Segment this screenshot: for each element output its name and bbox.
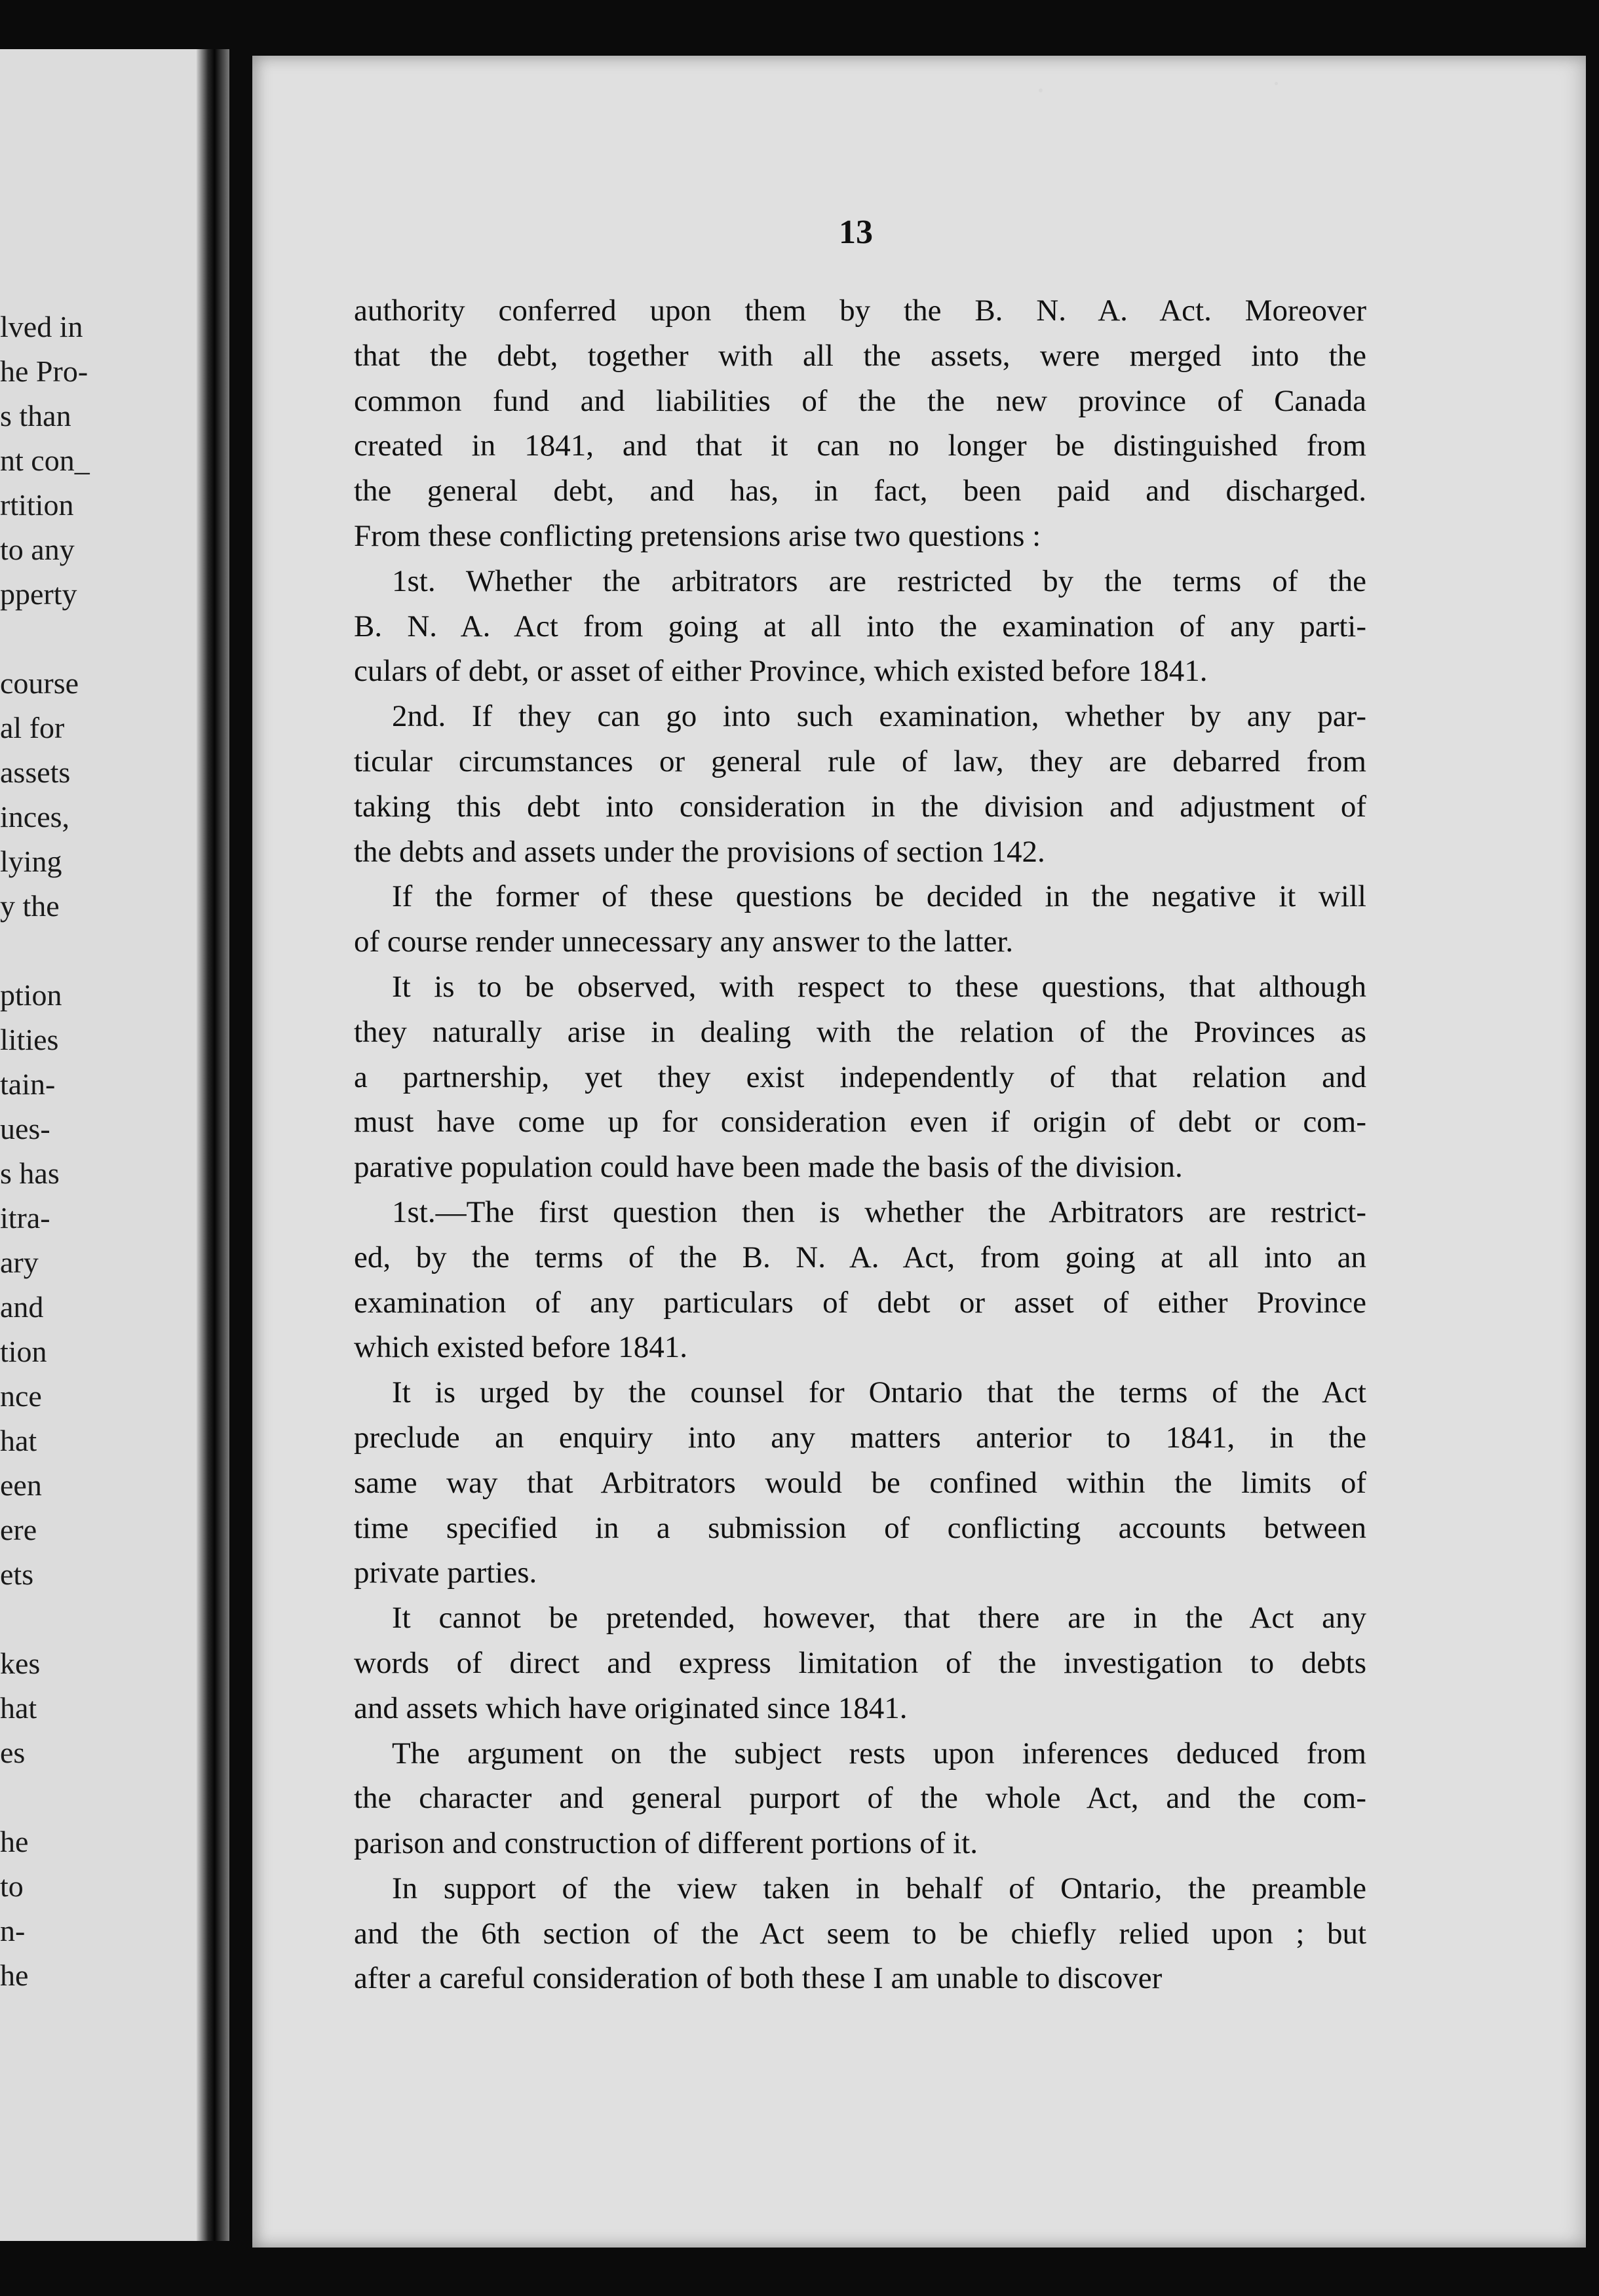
left-page-line: hat xyxy=(0,1691,37,1725)
left-page-line: and xyxy=(0,1290,44,1324)
left-page-line: he xyxy=(0,1959,29,1992)
page-body-text xyxy=(354,288,1366,2001)
paragraph xyxy=(354,874,1366,965)
page-number: 13 xyxy=(839,214,873,251)
left-page-line: al for xyxy=(0,711,65,744)
left-page-line: pperty xyxy=(0,577,77,611)
text-line: It is urged by the counsel for Ontario that the terms of the Act xyxy=(392,1375,1366,1410)
text-line: authority conferred upon them by the B. N. A. Act. Moreover xyxy=(354,294,1366,328)
text-line: the character and general purport of the whole Act, and the com- xyxy=(354,1781,1366,1816)
left-page-line: nt con_ xyxy=(0,444,90,477)
paragraph xyxy=(354,965,1366,1190)
left-page-line: ets xyxy=(0,1558,34,1591)
text-line: taking this debt into consideration in the division and adjustment of xyxy=(354,789,1366,824)
text-line: after a careful consideration of both these I am unable to discover xyxy=(354,1961,1163,1996)
left-page-line: itra- xyxy=(0,1201,50,1234)
left-page-line xyxy=(0,1597,197,1641)
left-page-line xyxy=(0,617,197,661)
left-page-line: hat xyxy=(0,1424,37,1457)
paragraph xyxy=(354,1866,1366,2001)
left-page-line: lying xyxy=(0,845,62,878)
left-page-line: kes xyxy=(0,1647,41,1680)
text-line: It is to be observed, with respect to these questions, that although xyxy=(392,969,1366,1004)
text-line: of course render unnecessary any answer to the latter. xyxy=(354,925,1014,959)
text-line: that the debt, together with all the assets, were merged into the xyxy=(354,338,1366,373)
left-page-line: lved in xyxy=(0,310,83,343)
left-page-line: een xyxy=(0,1468,42,1502)
left-page-line: rtition xyxy=(0,488,74,522)
text-line: and the 6th section of the Act seem to be chiefly relied upon ; but xyxy=(354,1916,1366,1951)
left-page-line: he xyxy=(0,1825,29,1858)
text-line: The argument on the subject rests upon inferences deduced from xyxy=(392,1736,1366,1770)
scan-speck xyxy=(1039,88,1043,92)
text-line: examination of any particulars of debt or asset of either Province xyxy=(354,1285,1366,1320)
left-page-line: ary xyxy=(0,1246,39,1279)
left-page-line: s has xyxy=(0,1157,60,1190)
text-line: If the former of these questions be decided in the negative it will xyxy=(392,879,1366,914)
paragraph xyxy=(354,559,1366,694)
text-line: preclude an enquiry into any matters anterior to 1841, in the xyxy=(354,1420,1366,1455)
book-gutter xyxy=(197,49,229,2241)
left-page-line: ues- xyxy=(0,1112,50,1145)
left-page-line: tion xyxy=(0,1335,47,1368)
left-page-text-fragments xyxy=(0,305,197,1998)
left-page-line: to any xyxy=(0,533,75,566)
text-line: which existed before 1841. xyxy=(354,1330,688,1365)
text-line: private parties. xyxy=(354,1556,537,1590)
left-page-line: nce xyxy=(0,1379,42,1413)
left-page-line xyxy=(0,928,197,973)
text-line: the general debt, and has, in fact, been paid and discharged. xyxy=(354,474,1366,508)
paragraph xyxy=(354,694,1366,874)
left-page-line: n- xyxy=(0,1914,26,1947)
left-page-line: lities xyxy=(0,1023,59,1056)
paragraph xyxy=(354,288,1366,559)
left-page-line xyxy=(0,1775,197,1820)
left-page-line: to xyxy=(0,1869,24,1903)
paragraph xyxy=(354,1731,1366,1866)
text-line: created in 1841, and that it can no longer be distinguished from xyxy=(354,429,1366,463)
text-line: From these conflicting pretensions arise two questions : xyxy=(354,518,1041,553)
paragraph xyxy=(354,1596,1366,1731)
text-line: ticular circumstances or general rule of law, they are debarred from xyxy=(354,744,1366,778)
scan-speck xyxy=(1275,82,1278,85)
text-line: In support of the view taken in behalf of Ontario, the preamble xyxy=(392,1871,1366,1905)
left-page-line: es xyxy=(0,1736,26,1769)
text-line: the debts and assets under the provisions of section 142. xyxy=(354,834,1045,869)
text-line: words of direct and express limitation of the investigation to debts xyxy=(354,1645,1366,1680)
text-line: 2nd. If they can go into such examination, whether by any par- xyxy=(392,699,1366,734)
paragraph xyxy=(354,1190,1366,1370)
left-page-line: s than xyxy=(0,399,71,432)
text-line: culars of debt, or asset of either Province, which existed before 1841. xyxy=(354,654,1208,689)
text-line: and assets which have originated since 1841. xyxy=(354,1691,908,1725)
left-page-line: course xyxy=(0,666,79,700)
text-line: a partnership, yet they exist independently of that relation and xyxy=(354,1060,1366,1094)
text-line: B. N. A. Act from going at all into the examination of any parti- xyxy=(354,609,1366,643)
text-line: 1st.—The first question then is whether the Arbitrators are restrict- xyxy=(392,1195,1366,1229)
paragraph xyxy=(354,1370,1366,1596)
text-line: parison and construction of different portions of it. xyxy=(354,1826,978,1861)
left-page-line: inces, xyxy=(0,800,70,833)
text-line: same way that Arbitrators would be confined within the limits of xyxy=(354,1465,1366,1500)
left-page-line: y the xyxy=(0,889,60,923)
left-page-line: ption xyxy=(0,978,62,1012)
text-line: parative population could have been made the basis of the division. xyxy=(354,1150,1183,1185)
text-line: time specified in a submission of conflicting accounts between xyxy=(354,1510,1366,1545)
text-line: common fund and liabilities of the the new province of Canada xyxy=(354,383,1366,418)
left-page-line: ere xyxy=(0,1513,37,1546)
text-line: they naturally arise in dealing with the relation of the Provinces as xyxy=(354,1014,1366,1049)
text-line: 1st. Whether the arbitrators are restricted by the terms of the xyxy=(392,564,1366,598)
left-page-line: he Pro- xyxy=(0,354,88,388)
left-page-line: assets xyxy=(0,756,71,789)
left-page-line: tain- xyxy=(0,1067,56,1101)
text-line: ed, by the terms of the B. N. A. Act, from going at all into an xyxy=(354,1240,1366,1274)
left-facing-page xyxy=(0,49,197,2241)
text-line: It cannot be pretended, however, that there are in the Act any xyxy=(392,1601,1366,1636)
text-line: must have come up for consideration even if origin of debt or com- xyxy=(354,1105,1366,1139)
